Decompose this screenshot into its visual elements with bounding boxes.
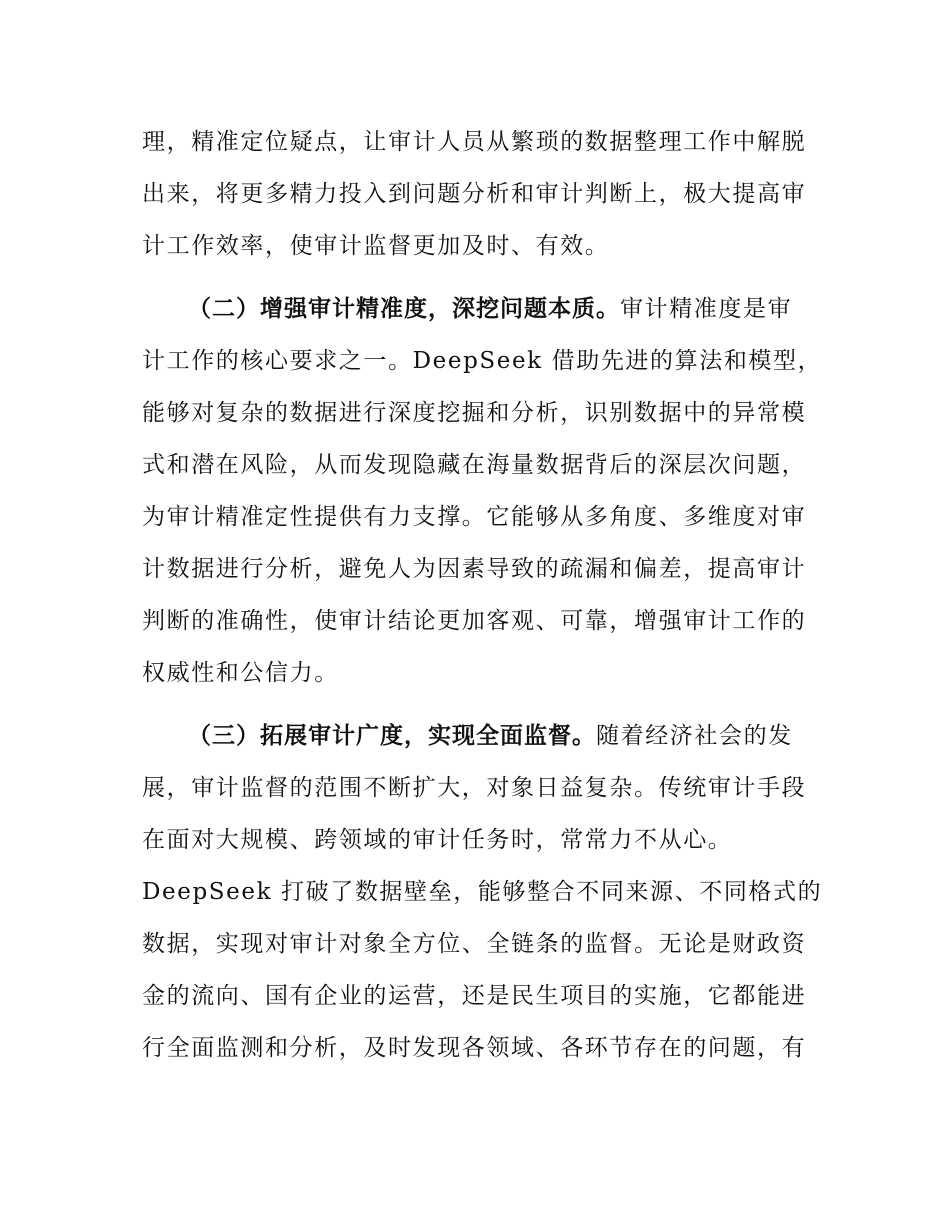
section-heading-3: （三）拓展审计广度，实现全面监督。 <box>188 723 596 749</box>
paragraph-3-first-line <box>188 720 793 752</box>
paragraph-1-line: 理，精准定位疑点，让审计人员从繁琐的数据整理工作中解脱 <box>142 129 807 155</box>
paragraph-2-line: 能够对复杂的数据进行深度挖掘和分析，识别数据中的异常模 <box>142 400 807 426</box>
paragraph-2-line: 计数据进行分析，避免人为因素导致的疏漏和偏差，提高审计 <box>142 556 807 582</box>
paragraph-2-line: 判断的准确性，使审计结论更加客观、可靠，增强审计工作的 <box>142 608 807 634</box>
paragraph-3-line: 金的流向、国有企业的运营，还是民生项目的实施，它都能进 <box>142 983 807 1009</box>
paragraph-3-lead-text: 随着经济社会的发 <box>596 723 793 749</box>
paragraph-2-line: 式和潜在风险，从而发现隐藏在海量数据背后的深层次问题， <box>142 452 807 478</box>
paragraph-1-line: 计工作效率，使审计监督更加及时、有效。 <box>142 233 610 259</box>
paragraph-3-line: 在面对大规模、跨领域的审计任务时，常常力不从心。 <box>142 827 733 853</box>
paragraph-2-line: 为审计精准定性提供有力支撑。它能够从多角度、多维度对审 <box>142 504 807 530</box>
paragraph-3-line: DeepSeek 打破了数据壁垒，能够整合不同来源、不同格式的 <box>142 879 823 905</box>
paragraph-3-line: 数据，实现对审计对象全方位、全链条的监督。无论是财政资 <box>142 931 807 957</box>
paragraph-2-line: 计工作的核心要求之一。DeepSeek 借助先进的算法和模型， <box>142 348 823 374</box>
paragraph-3-line: 行全面监测和分析，及时发现各领域、各环节存在的问题，有 <box>142 1035 807 1061</box>
paragraph-2-lead-text: 审计精准度是审 <box>620 296 793 322</box>
paragraph-3-line: 展，审计监督的范围不断扩大，对象日益复杂。传统审计手段 <box>142 775 807 801</box>
section-heading-2: （二）增强审计精准度，深挖问题本质。 <box>188 296 620 322</box>
paragraph-2-line: 权威性和公信力。 <box>142 660 339 686</box>
paragraph-1-line: 出来，将更多精力投入到问题分析和审计判断上，极大提高审 <box>142 181 807 207</box>
paragraph-2-first-line <box>188 293 792 325</box>
